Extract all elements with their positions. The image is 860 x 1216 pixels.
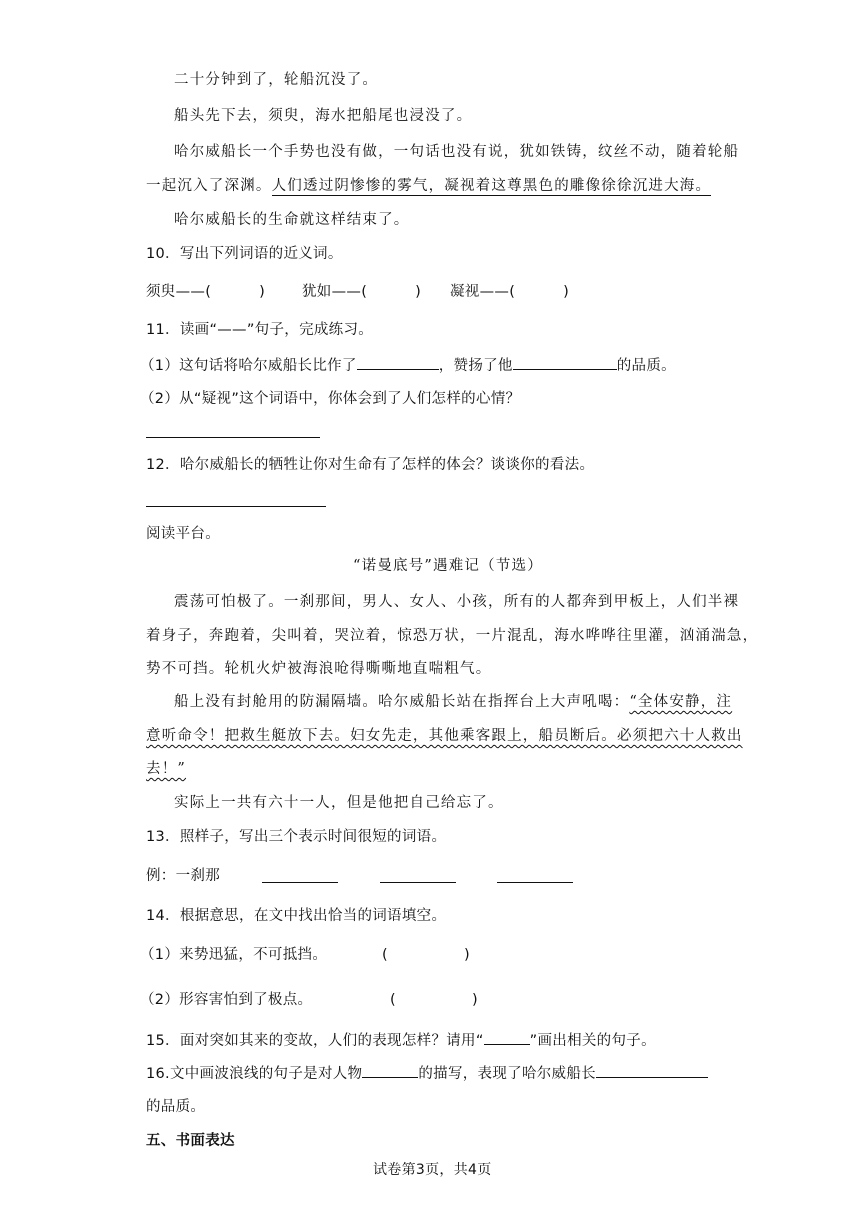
passage1-paragraph-3-line-2: [146, 176, 711, 196]
question-10-word-3: [450, 282, 569, 302]
question-11-sub-2: （2）从“疑视”这个词语中，你体会到了人们怎样的心情？: [140, 391, 521, 407]
page-footer: 试卷第3页，共4页: [373, 1162, 492, 1178]
sub1-text-c: 的品质。: [616, 358, 676, 374]
passage2-paragraph-1-line-3: 势不可挡。轮机火炉被海浪呛得嘶嘶地直喘粗气。: [146, 661, 492, 677]
answer-blank[interactable]: [513, 355, 617, 370]
passage2-paragraph-1-line-2: 着身子，奔跑着，尖叫着，哭泣着，惊恐万状，一片混乱，海水哗哗往里灌，汹涌湍急，: [146, 628, 759, 644]
passage2-title: “诺曼底号”遇难记（节选）: [353, 558, 543, 574]
passage1-paragraph-4: 哈尔威船长的生命就这样结束了。: [174, 212, 410, 228]
section-5-heading: 五、书面表达: [146, 1133, 235, 1149]
question-13-stem: 13．照样子，写出三个表示时间很短的词语。: [146, 829, 447, 845]
plain-text: 船上没有封舱用的防漏隔墙。哈尔威船长站在指挥台上大声吼喝：: [174, 694, 630, 710]
q15-text-a: 15．面对突如其来的变故，人们的表现怎样？请用“: [146, 1033, 484, 1049]
question-10-word-2: [302, 282, 421, 302]
word-2-label: 犹如——(: [302, 284, 368, 300]
q16-text-a: 16.文中画波浪线的句子是对人物: [146, 1066, 363, 1082]
open-paren: (: [390, 992, 396, 1008]
answer-line[interactable]: [262, 882, 338, 883]
passage2-paragraph-3: 实际上一共有六十一人，但是他把自己给忘了。: [174, 795, 504, 811]
close-paren: ): [415, 284, 422, 300]
question-14-sub-2-answer[interactable]: [390, 990, 478, 1010]
q16-text-b: 的描写，表现了哈尔威船长: [418, 1066, 596, 1082]
answer-line[interactable]: [146, 437, 320, 438]
close-paren: ): [471, 992, 478, 1008]
question-14-stem: 14．根据意思，在文中找出恰当的词语填空。: [146, 908, 447, 924]
answer-blank[interactable]: [362, 1063, 418, 1078]
question-10-word-1: [146, 282, 265, 302]
wavy-underlined-text: 去！”: [146, 761, 187, 777]
question-11-sub-1: [140, 355, 676, 376]
passage1-plain-text: 一起沉入了深渊。: [146, 178, 272, 194]
sub1-text-a: （1）这句话将哈尔威船长比作了: [140, 358, 357, 374]
question-16-line-2: 的品质。: [146, 1099, 206, 1115]
passage2-paragraph-2-line-3: [146, 759, 186, 779]
passage1-paragraph-2: 船头先下去，须臾，海水把船尾也浸没了。: [174, 108, 473, 124]
question-14-sub-1-answer[interactable]: [382, 945, 470, 965]
answer-line[interactable]: [380, 882, 456, 883]
passage2-paragraph-1-line-1: 震荡可怕极了。一刹那间，男人、女人、小孩，所有的人都奔到甲板上，人们半裸: [174, 594, 740, 610]
wavy-underlined-text: 意听命令！把救生艇放下去。妇女先走，其他乘客跟上，船员断后。必须把六十人救出: [146, 728, 743, 744]
close-paren: ): [563, 284, 570, 300]
question-11-stem: 11．读画“——”句子，完成练习。: [146, 322, 374, 338]
section-reading-label: 阅读平台。: [146, 526, 220, 542]
answer-line[interactable]: [146, 506, 326, 507]
answer-blank[interactable]: [357, 355, 439, 370]
answer-blank[interactable]: [596, 1063, 708, 1078]
question-16-line-1: [146, 1063, 708, 1084]
question-14-sub-2: （2）形容害怕到了极点。: [140, 992, 313, 1008]
question-12-stem: 12．哈尔威船长的牺牲让你对生命有了怎样的体会？谈谈你的看法。: [146, 457, 595, 473]
word-3-label: 凝视——(: [450, 284, 516, 300]
underline-mark: [484, 1030, 530, 1045]
q15-text-b: ”画出相关的句子。: [529, 1033, 656, 1049]
wavy-underlined-text: “全体安静，注: [629, 694, 733, 710]
question-15-stem: [146, 1030, 656, 1051]
passage1-paragraph-1: 二十分钟到了，轮船沉没了。: [174, 72, 379, 88]
sub1-text-b: ，赞扬了他: [438, 358, 513, 374]
word-1-label: 须臾——(: [146, 284, 212, 300]
question-14-sub-1: （1）来势迅猛，不可抵挡。: [140, 947, 328, 963]
open-paren: (: [382, 947, 388, 963]
close-paren: ): [259, 284, 266, 300]
question-13-example: 例：一刹那: [146, 868, 220, 884]
passage2-paragraph-2-line-2: [146, 726, 743, 746]
passage2-paragraph-2-line-1: [174, 692, 732, 712]
underlined-sentence: 人们透过阴惨惨的雾气，凝视着这尊黑色的雕像徐徐沉进大海。: [271, 178, 712, 194]
passage1-paragraph-3-line-1: 哈尔威船长一个手势也没有做，一句话也没有说，犹如铁铸，纹丝不动，随着轮船: [174, 144, 740, 160]
answer-line[interactable]: [497, 882, 573, 883]
close-paren: ): [463, 947, 470, 963]
question-10-stem: 10．写出下列词语的近义词。: [146, 246, 343, 262]
